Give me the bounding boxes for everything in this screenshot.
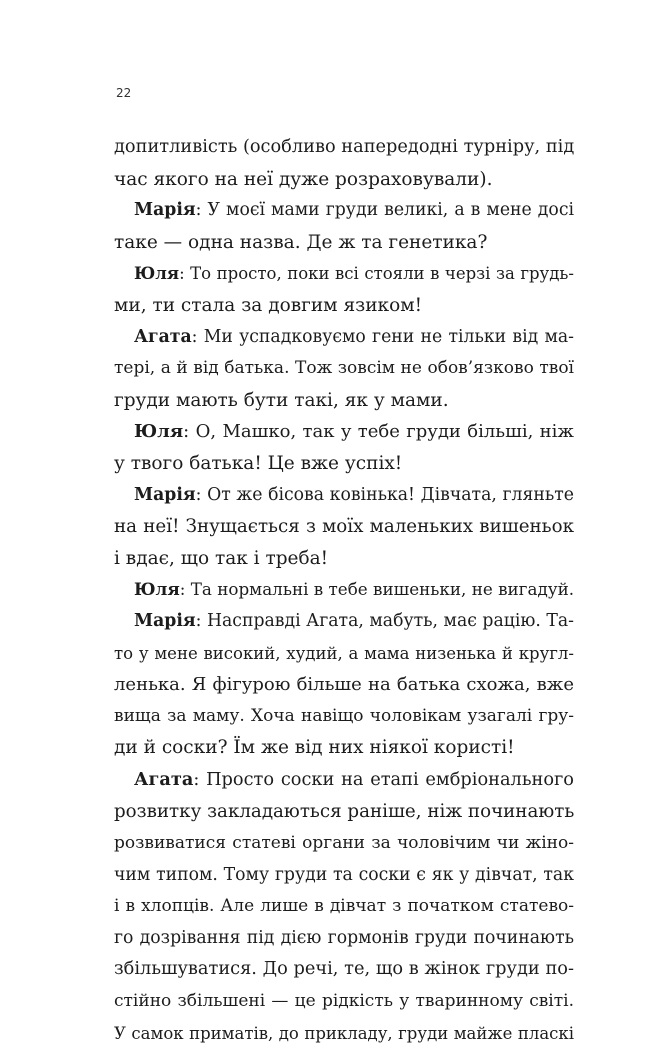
text-line (114, 669, 574, 701)
line-text: час якого на неї дуже розраховували). (114, 168, 493, 190)
line-text: чим типом. Тому груди та соски є як у дівчат, так (114, 864, 574, 885)
line-text: : То просто, поки всі стояли в черзі за грудь- (179, 264, 574, 284)
text-line (114, 195, 574, 227)
text-line (114, 891, 574, 923)
text-line (114, 132, 574, 164)
line-text: : Просто соски на етапі ембріонального (193, 769, 574, 790)
text-line (114, 828, 574, 860)
text-line (114, 638, 574, 670)
line-text: і вдає, що так і треба! (114, 547, 329, 569)
text-line (114, 764, 574, 797)
text-line (114, 227, 574, 259)
text-line (114, 923, 574, 955)
text-line (114, 701, 574, 733)
text-line (114, 543, 574, 575)
page-number: 22 (116, 86, 132, 100)
text-line (114, 385, 574, 417)
line-text: розвитку закладаються раніше, ніж починають (114, 801, 575, 823)
line-text: : У моєї мами груди великі, а в мене досі (195, 200, 574, 221)
text-line (114, 511, 574, 543)
text-line (114, 732, 574, 764)
line-text: : О, Машко, так у тебе груди більші, ніж (183, 421, 574, 443)
text-line (114, 480, 574, 512)
text-line (114, 860, 574, 892)
line-text: ленька. Я фігурою більше на батька схожа, вже (114, 674, 574, 696)
line-text: то у мене високий, худий, а мама низенька й кругл- (114, 643, 574, 663)
line-text: розвиватися статеві органи за чоловічим чи жіно- (114, 833, 574, 854)
line-text: : Та нормальні в тебе вишеньки, не вигадуй. (179, 579, 575, 600)
text-line (114, 986, 574, 1018)
line-text: ди й соски? Їм же від них ніякої користі! (114, 737, 515, 759)
speaker-name: Марія (134, 484, 196, 505)
text-line (114, 416, 574, 448)
speaker-name: Агата (134, 326, 192, 347)
line-text: на неї! Знущається з моїх маленьких вишеньок (114, 516, 574, 538)
speaker-name: Юля (134, 579, 180, 600)
line-text: : Ми успадковуємо гени не тільки від ма- (191, 326, 574, 347)
line-text: допитливість (особливо напередодні турніру, під (114, 137, 575, 157)
line-text: стійно збільшені — це рідкість у тваринному світі. (114, 991, 574, 1012)
text-line (114, 448, 574, 480)
text-line (114, 353, 574, 385)
text-line (114, 258, 574, 290)
speaker-name: Агата (134, 768, 194, 790)
text-line (114, 322, 574, 354)
text-line (114, 574, 574, 606)
line-text: У самок приматів, до прикладу, груди майже пласкі (114, 1023, 574, 1043)
text-line (114, 290, 574, 322)
text-line (114, 1018, 574, 1049)
speaker-name: Марія (134, 610, 196, 631)
text-line (114, 954, 574, 986)
text-line (114, 796, 574, 828)
speaker-name: Юля (134, 264, 180, 284)
line-text: у твого батька! Це вже успіх! (114, 452, 403, 474)
speaker-name: Марія (134, 200, 196, 221)
line-text: : Насправді Агата, мабуть, має рацію. Та- (195, 610, 574, 631)
line-text: і в хлопців. Але лише в дівчат з початком статево- (114, 896, 574, 917)
speaker-name: Юля (134, 421, 184, 443)
body-text (114, 132, 574, 1049)
line-text: тері, а й від батька. Тож зовсім не обов’язково твої (114, 358, 574, 379)
line-text: : От же бісова ковінька! Дівчата, гляньте (195, 484, 574, 505)
line-text: ми, ти стала за довгим язиком! (114, 294, 423, 316)
line-text: вища за маму. Хоча навіщо чоловікам узагалі гру- (114, 705, 574, 726)
line-text: збільшуватися. До речі, те, що в жінок груди по- (114, 959, 574, 980)
text-line (114, 164, 574, 196)
text-line (114, 606, 574, 638)
line-text: таке — одна назва. Де ж та генетика? (114, 231, 488, 253)
line-text: груди мають бути такі, як у мами. (114, 389, 449, 411)
line-text: го дозрівання під дією гормонів груди починають (114, 927, 574, 948)
